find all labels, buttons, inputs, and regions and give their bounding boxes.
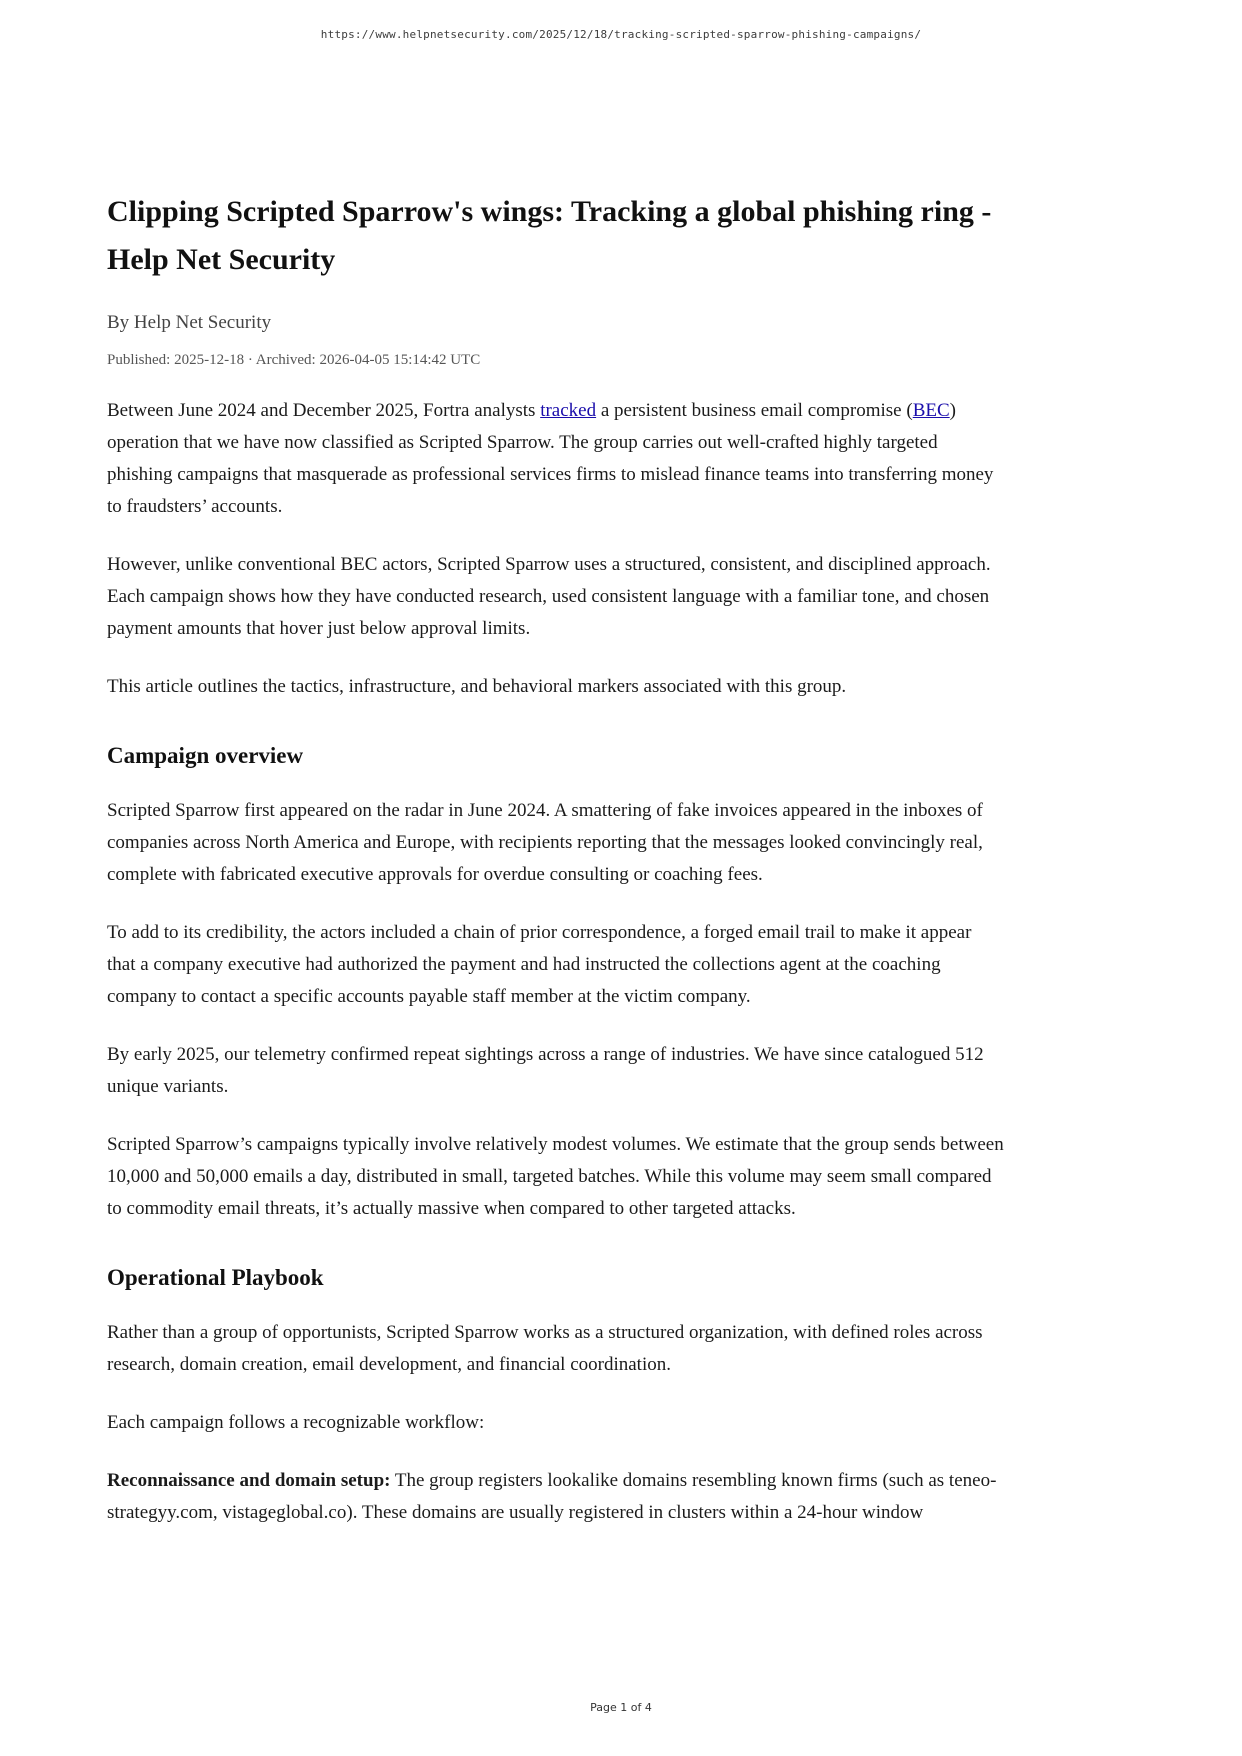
paragraph-text: a persistent business email compromise ( bbox=[596, 400, 913, 421]
paragraph-campaign-3: By early 2025, our telemetry confirmed repeat sightings across a range of industries. We have since catalogued 512 unique variants. bbox=[107, 1044, 984, 1097]
paragraph-playbook-2: Each campaign follows a recognizable workflow: bbox=[107, 1412, 485, 1433]
link-bec[interactable]: BEC bbox=[912, 400, 950, 421]
paragraph-intro-1 bbox=[107, 395, 1004, 523]
paragraph-campaign-1: Scripted Sparrow first appeared on the radar in June 2024. A smattering of fake invoices appeared in the inboxes of companies across North America and Europe, with recipients reporting that the messages looked convincingly real, complete with fabricated executive approvals for overdue consulting or coaching fees. bbox=[107, 800, 983, 885]
link-tracked[interactable]: tracked bbox=[540, 400, 597, 421]
paragraph-bold-lead: Reconnaissance and domain setup: bbox=[107, 1470, 391, 1491]
paragraph-text: ) operation that we have now classified as Scripted Sparrow. The group carries out well-crafted highly targeted phishing campaigns that masquerade as professional services firms to mislead finance teams into transferring money to fraudsters’ accounts. bbox=[107, 400, 994, 517]
print-header-url: https://www.helpnetsecurity.com/2025/12/18/tracking-scripted-sparrow-phishing-campaigns/ bbox=[320, 28, 922, 41]
article-body bbox=[107, 395, 1004, 1529]
paragraph-campaign-4: Scripted Sparrow’s campaigns typically involve relatively modest volumes. We estimate that the group sends between 10,000 and 50,000 emails a day, distributed in small, targeted batches. While this volume may seem small compared to commodity email threats, it’s actually massive when compared to other targeted attacks. bbox=[107, 1134, 1004, 1219]
paragraph-playbook-3 bbox=[107, 1465, 1004, 1529]
paragraph-intro-3: This article outlines the tactics, infrastructure, and behavioral markers associated with this group. bbox=[107, 676, 847, 697]
paragraph-playbook-1: Rather than a group of opportunists, Scripted Sparrow works as a structured organization, with defined roles across research, domain creation, email development, and financial coordination. bbox=[107, 1322, 983, 1375]
paragraph-campaign-2: To add to its credibility, the actors included a chain of prior correspondence, a forged email trail to make it appear that a company executive had authorized the payment and had instructed the collections agent at the coaching company to contact a specific accounts payable staff member at the victim company. bbox=[107, 922, 972, 1007]
publish-archive-meta: Published: 2025-12-18 · Archived: 2026-04-05 15:14:42 UTC bbox=[107, 352, 481, 368]
article-title: Clipping Scripted Sparrow's wings: Tracking a global phishing ring - Help Net Security bbox=[107, 195, 992, 276]
paragraph-text: Between June 2024 and December 2025, Fortra analysts bbox=[107, 400, 541, 421]
section-heading-operational-playbook: Operational Playbook bbox=[107, 1265, 324, 1290]
article-byline: By Help Net Security bbox=[107, 312, 272, 333]
article-content bbox=[107, 188, 1004, 1529]
page-number-footer: Page 1 of 4 bbox=[590, 1701, 652, 1714]
paragraph-intro-2: However, unlike conventional BEC actors, Scripted Sparrow uses a structured, consistent, and disciplined approach. Each campaign shows how they have conducted research, used consistent language with a familiar tone, and chosen payment amounts that hover just below approval limits. bbox=[107, 554, 991, 639]
paragraph-text: The group registers lookalike domains resembling known firms (such as teneo-strategyy.com, vistageglobal.co). These domains are usually registered in clusters within a 24-hour window bbox=[107, 1470, 997, 1523]
section-heading-campaign-overview: Campaign overview bbox=[107, 743, 304, 768]
